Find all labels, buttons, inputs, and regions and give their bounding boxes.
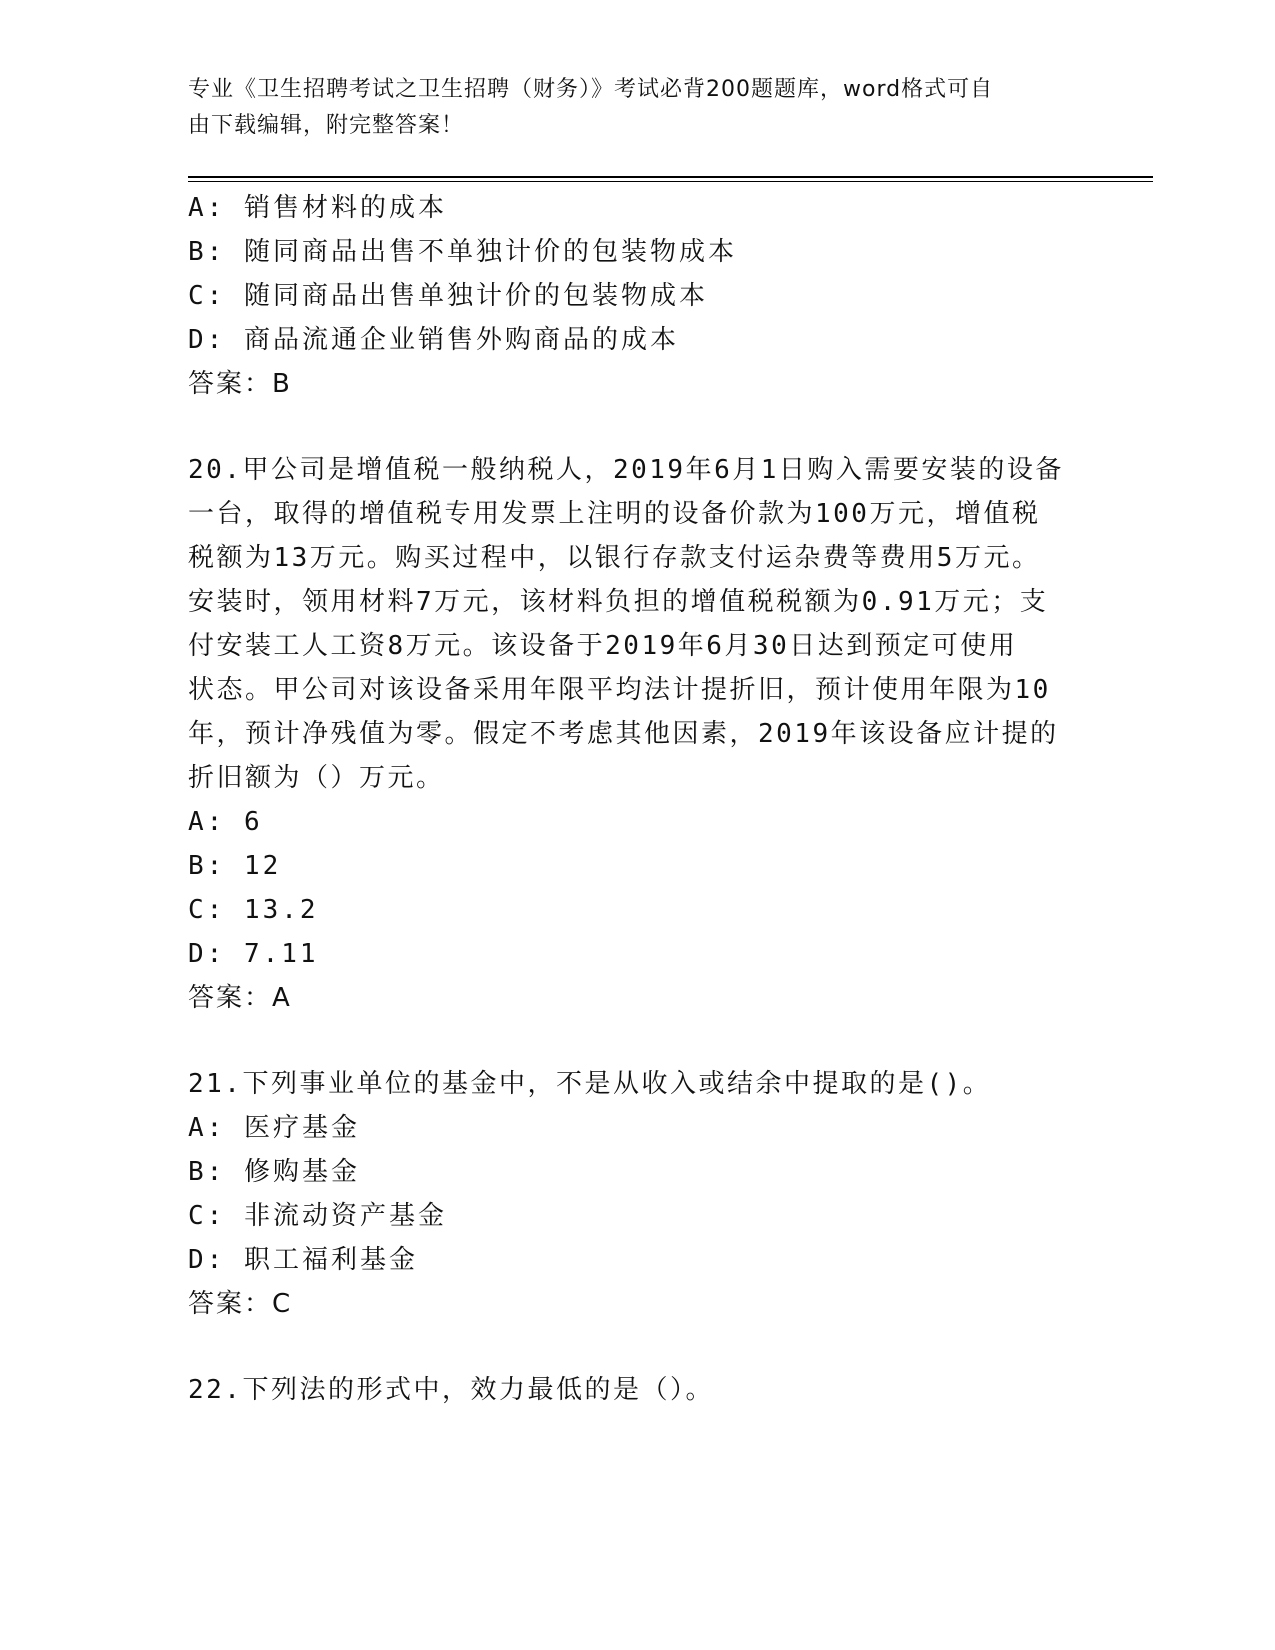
q19-option-a: A: 销售材料的成本 xyxy=(188,193,447,223)
q20-text-line-5: 付安装工人工资8万元。该设备于2019年6月30日达到预定可使用 xyxy=(188,631,1018,661)
header-divider-thick xyxy=(188,176,1153,178)
q22-text-line-1: 22.下列法的形式中，效力最低的是（）。 xyxy=(188,1375,714,1405)
q21-option-a: A: 医疗基金 xyxy=(188,1113,360,1143)
q20-answer: 答案：A xyxy=(188,983,292,1013)
document-header xyxy=(188,72,1088,144)
q19-option-c: C: 随同商品出售单独计价的包装物成本 xyxy=(188,281,708,311)
q21-option-c: C: 非流动资产基金 xyxy=(188,1201,447,1231)
q20-text-line-6: 状态。甲公司对该设备采用年限平均法计提折旧，预计使用年限为10 xyxy=(188,675,1051,705)
q20-text-line-1: 20.甲公司是增值税一般纳税人，2019年6月1日购入需要安装的设备 xyxy=(188,455,1064,485)
q20-text-line-8: 折旧额为（）万元。 xyxy=(188,763,445,793)
q20-option-c: C: 13.2 xyxy=(188,895,319,925)
q20-option-d: D: 7.11 xyxy=(188,939,319,969)
q20-text-line-2: 一台，取得的增值税专用发票上注明的设备价款为100万元，增值税 xyxy=(188,499,1041,529)
q20-text-line-3: 税额为13万元。购买过程中，以银行存款支付运杂费等费用5万元。 xyxy=(188,543,1041,573)
q20-text-line-4: 安装时，领用材料7万元，该材料负担的增值税税额为0.91万元；支 xyxy=(188,587,1049,617)
q19-option-b: B: 随同商品出售不单独计价的包装物成本 xyxy=(188,237,737,267)
q19-option-d: D: 商品流通企业销售外购商品的成本 xyxy=(188,325,679,355)
q20-option-a: A: 6 xyxy=(188,807,263,837)
header-divider-thin xyxy=(188,181,1153,182)
q21-text-line-1: 21.下列事业单位的基金中，不是从收入或结余中提取的是()。 xyxy=(188,1069,992,1099)
q20-option-b: B: 12 xyxy=(188,851,282,881)
q21-option-d: D: 职工福利基金 xyxy=(188,1245,418,1275)
q21-option-b: B: 修购基金 xyxy=(188,1157,360,1187)
q19-answer: 答案：B xyxy=(188,369,292,399)
q21-answer: 答案：C xyxy=(188,1289,293,1319)
q20-text-line-7: 年，预计净残值为零。假定不考虑其他因素，2019年该设备应计提的 xyxy=(188,719,1059,749)
header-line-1: 专业《卫生招聘考试之卫生招聘（财务）》考试必背200题题库，word格式可自 xyxy=(188,77,994,102)
header-line-2: 由下载编辑，附完整答案！ xyxy=(188,113,465,138)
